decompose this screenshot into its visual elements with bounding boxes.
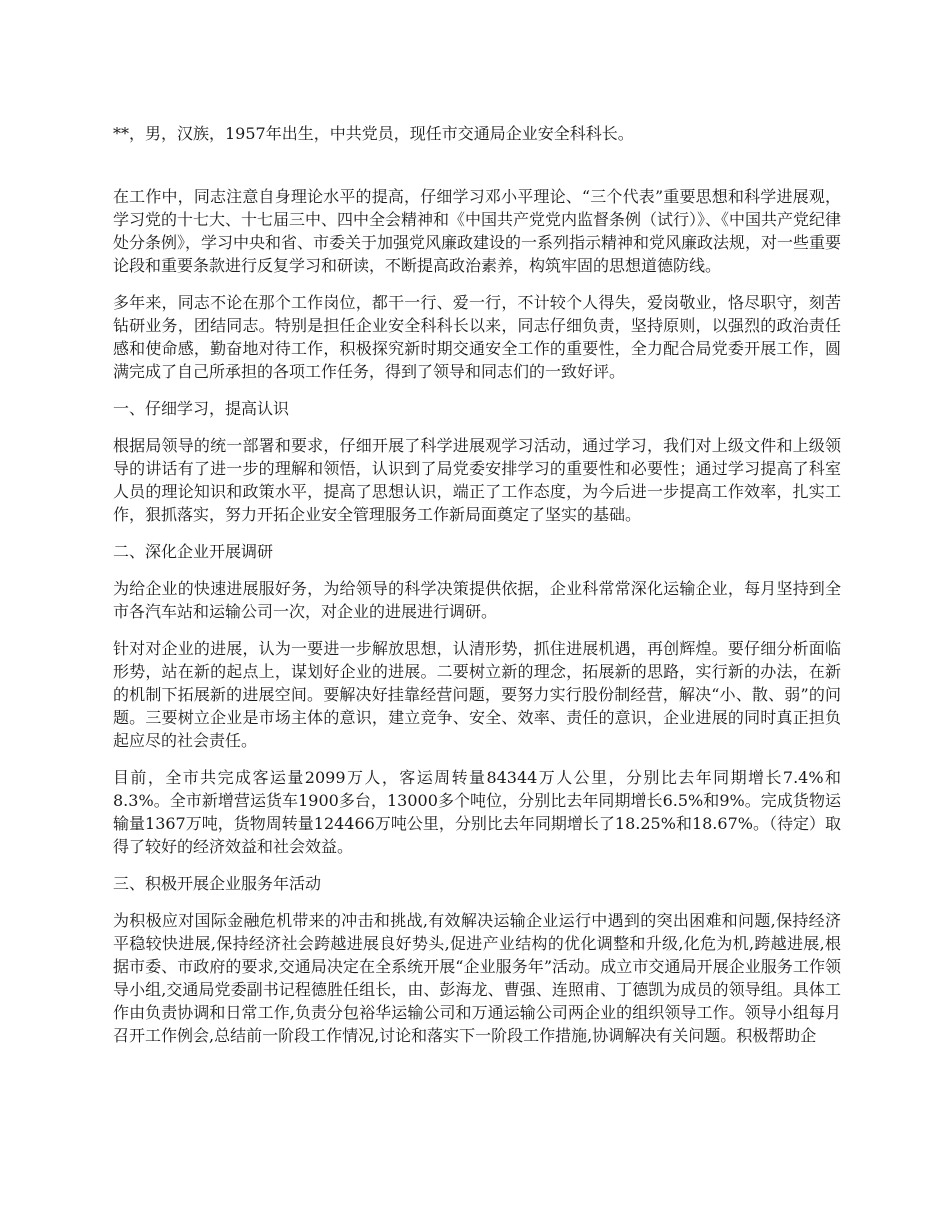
section-heading: 一、仔细学习，提高认识 (113, 399, 290, 418)
body-paragraph: 根据局领导的统一部署和要求，仔细开展了科学进展观学习活动，通过学习，我们对上级文件和上级领导的讲话有了进一步的理解和领悟，认识到了局党委安排学习的重要性和必要性；通过学习提高了科室人员的理论知识和政策水平，提高了思想认识，端正了工作态度，为今后进一步提高工作效率，扎实工作，狠抓落实，努力开拓企业安全管理服务工作新局面奠定了坚实的基础。 (113, 436, 841, 524)
body-paragraph: 多年来，同志不论在那个工作岗位，都干一行、爱一行，不计较个人得失，爱岗敬业，恪尽职守，刻苦钻研业务，团结同志。特别是担任企业安全科科长以来，同志仔细负责，坚持原则，以强烈的政治责任感和使命感，勤奋地对待工作，积极探究新时期交通安全工作的重要性，全力配合局党委开展工作，圆满完成了自己所承担的各项工作任务，得到了领导和同志们的一致好评。 (113, 293, 841, 381)
document-body (113, 122, 841, 1061)
intro-paragraph: **，男，汉族，1957年出生，中共党员，现任市交通局企业安全科科长。 (113, 124, 634, 143)
body-paragraph: 针对对企业的进展，认为一要进一步解放思想，认清形势，抓住进展机遇，再创辉煌。要仔细分析面临形势，站在新的起点上，谋划好企业的进展。二要树立新的理念，拓展新的思路，实行新的办法，在新的机制下拓展新的进展空间。要解决好挂靠经营问题，要努力实行股份制经营，解决“小、散、弱”的问题。三要树立企业是市场主体的意识，建立竞争、安全、效率、责任的意识，企业进展的同时真正担负起应尽的社会责任。 (113, 639, 841, 750)
body-paragraph: 为积极应对国际金融危机带来的冲击和挑战,有效解决运输企业运行中遇到的突出困难和问题,保持经济平稳较快进展,保持经济社会跨越进展良好势头,促进产业结构的优化调整和升级,化危为机,跨越进展,根据市委、市政府的要求,交通局决定在全系统开展“企业服务年”活动。成立市交通局开展企业服务工作领导小组,交通局党委副书记程德胜任组长，由、彭海龙、曹强、连照甫、丁德凯为成员的领导组。具体工作由负责协调和日常工作,负责分包裕华运输公司和万通运输公司两企业的组织领导工作。领导小组每月召开工作例会,总结前一阶段工作情况,讨论和落实下一阶段工作措施,协调解决有关问题。积极帮助企 (113, 911, 841, 1045)
body-paragraph: 为给企业的快速进展服好务，为给领导的科学决策提供依据，企业科常常深化运输企业，每月坚持到全市各汽车站和运输公司一次，对企业的进展进行调研。 (113, 579, 841, 621)
section-heading: 二、深化企业开展调研 (113, 542, 274, 561)
body-paragraph: 在工作中，同志注意自身理论水平的提高，仔细学习邓小平理论、“三个代表”重要思想和科学进展观，学习党的十七大、十七届三中、四中全会精神和《中国共产党党内监督条例（试行）》、《中国共产党纪律处分条例》，学习中央和省、市委关于加强党风廉政建设的一系列指示精神和党风廉政法规，对一些重要论段和重要条款进行反复学习和研读，不断提高政治素养，构筑牢固的思想道德防线。 (113, 187, 842, 275)
body-paragraph: 目前，全市共完成客运量2099万人，客运周转量84344万人公里，分别比去年同期增长7.4%和8.3%。全市新增营运货车1900多台，13000多个吨位，分别比去年同期增长6.5%和9%。完成货物运输量1367万吨，货物周转量124466万吨公里，分别比去年同期增长了18.25%和18.67%。（待定）取得了较好的经济效益和社会效益。 (113, 768, 841, 856)
section-heading: 三、积极开展企业服务年活动 (113, 874, 322, 893)
